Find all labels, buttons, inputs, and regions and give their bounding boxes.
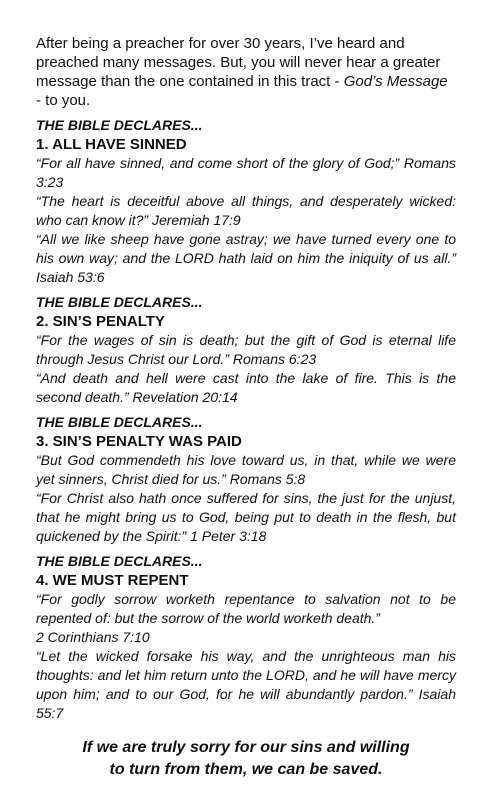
bible-declares-label: THE BIBLE DECLARES... (36, 553, 203, 569)
section-heading: 3. SIN’S PENALTY WAS PAID (36, 433, 242, 450)
intro-text-after: - to you. (36, 92, 91, 109)
section-all-have-sinned (36, 116, 456, 287)
closing-line-2: to turn from them, we can be saved. (109, 761, 383, 778)
verse-1-peter-3-18: “For Christ also hath once suffered for sins, the just for the unjust, that he might bring us to God, being put to death in the flesh, but quickened by the Spirit:” 1 Peter 3:18 (36, 490, 456, 544)
section-sins-penalty (36, 293, 456, 407)
verse-2-corinthians-7-10: “For godly sorrow worketh repentance to salvation not to be repented of: but the sorrow of the world worketh death.” (36, 591, 456, 626)
verse-isaiah-53-6: “All we like sheep have gone astray; we have turned every one to his own way; and the LORD hath laid on him the iniquity of us all.” Isaiah 53:6 (36, 231, 456, 285)
verse-jeremiah-17-9: “The heart is deceitful above all things, and desperately wicked: who can know it?” Jeremiah 17:9 (36, 193, 456, 228)
section-heading: 2. SIN’S PENALTY (36, 313, 165, 330)
closing-line-1: If we are truly sorry for our sins and willing (82, 739, 410, 756)
verse-reference: 2 Corinthians 7:10 (36, 629, 150, 645)
section-must-repent (36, 552, 456, 723)
section-heading: 1. ALL HAVE SINNED (36, 136, 187, 153)
verse-romans-5-8: “But God commendeth his love toward us, in that, while we were yet sinners, Christ died for us.” Romans 5:8 (36, 452, 456, 487)
section-penalty-paid (36, 413, 456, 546)
intro-paragraph (36, 34, 456, 110)
bible-declares-label: THE BIBLE DECLARES... (36, 117, 203, 133)
closing-statement (36, 737, 456, 781)
bible-declares-label: THE BIBLE DECLARES... (36, 414, 203, 430)
intro-text-before: After being a preacher for over 30 years, I’ve heard and preached many messages. But, you will never hear a greater message than the one contained in this tract - (36, 35, 441, 90)
section-heading: 4. WE MUST REPENT (36, 572, 189, 589)
verse-romans-3-23: “For all have sinned, and come short of the glory of God;” Romans 3:23 (36, 155, 456, 190)
tract-name: God’s Message (343, 73, 448, 90)
bible-declares-label: THE BIBLE DECLARES... (36, 294, 203, 310)
verse-revelation-20-14: “And death and hell were cast into the lake of fire. This is the second death.” Revelation 20:14 (36, 370, 456, 405)
verse-isaiah-55-7: “Let the wicked forsake his way, and the unrighteous man his thoughts: and let him return unto the LORD, and he will have mercy upon him; and to our God, for he will abundantly pardon.” Isaiah 55:7 (36, 648, 456, 721)
verse-romans-6-23: “For the wages of sin is death; but the gift of God is eternal life through Jesus Christ our Lord.” Romans 6:23 (36, 332, 456, 367)
